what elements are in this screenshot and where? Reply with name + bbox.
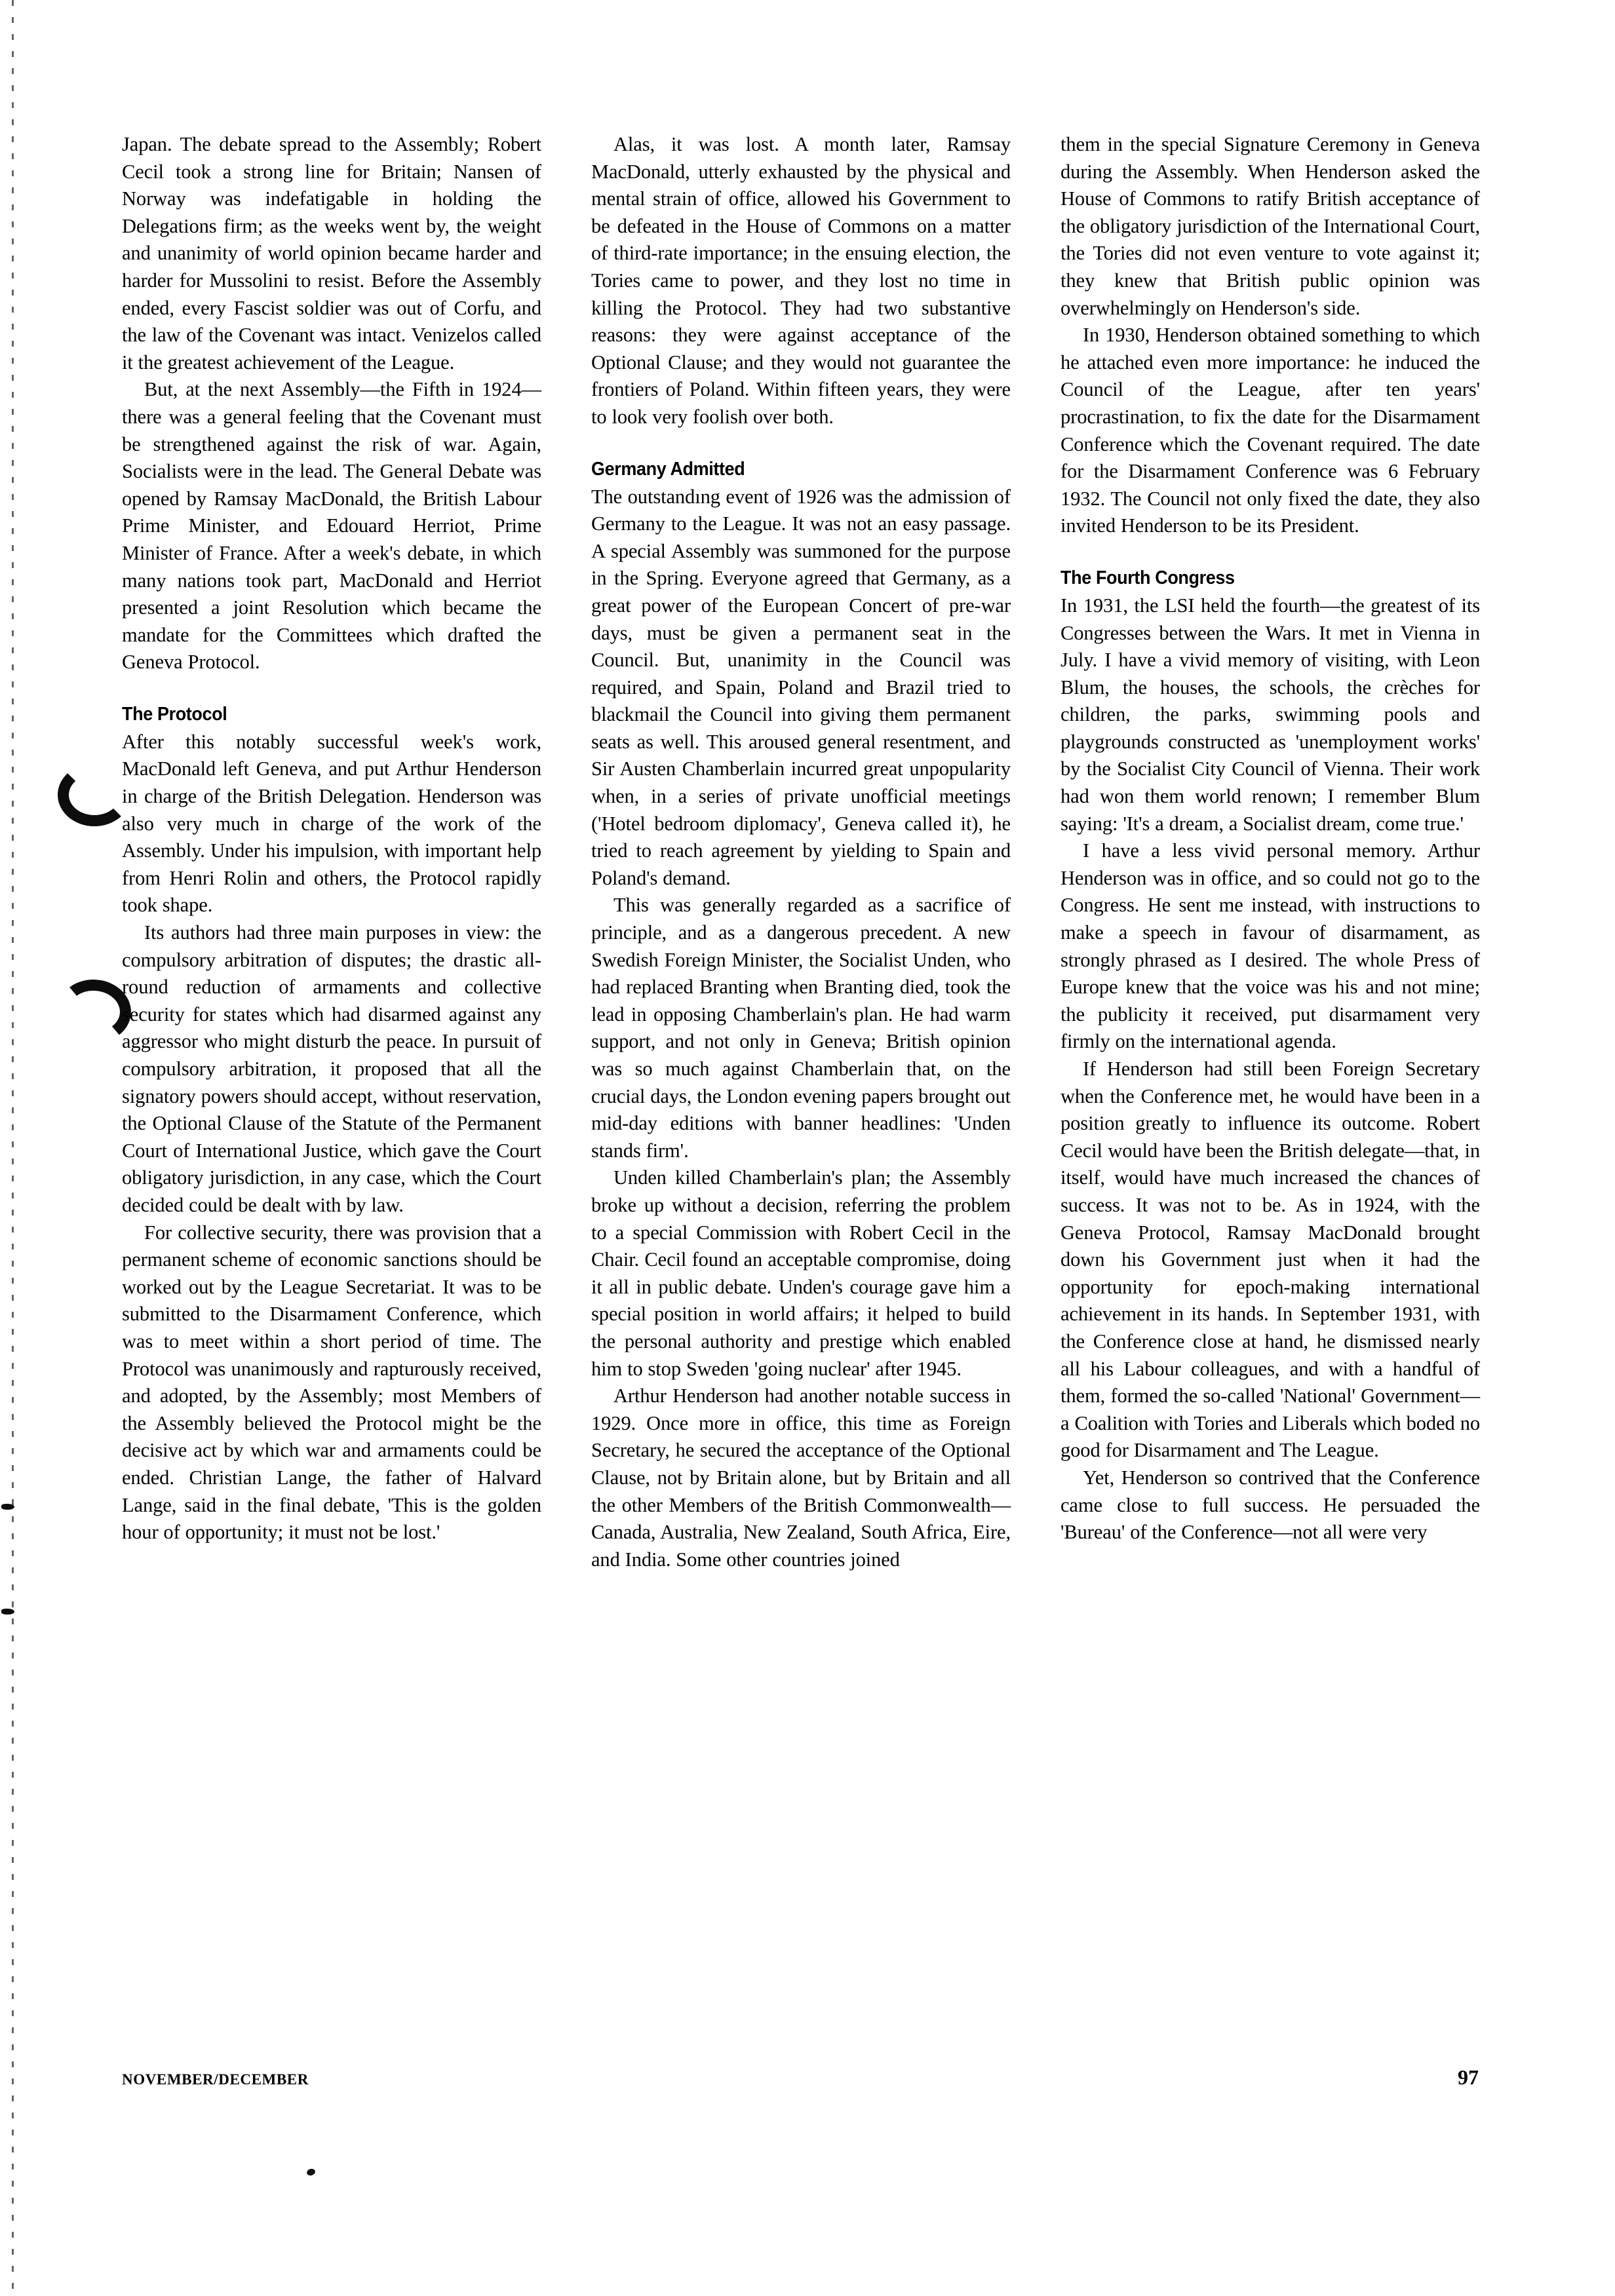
paragraph: them in the special Signature Ceremony in Geneva during the Assembly. When Henderson asked the House of Commons to ratify British acceptance of the obligatory jurisdiction of the International Court, the Tories did not even venture to vote against it; they knew that British public opinion was overwhelmingly on Henderson's side. bbox=[1060, 133, 1480, 319]
scan-speck-bottom bbox=[306, 2168, 316, 2177]
paragraph: I have a less vivid personal memory. Arthur Henderson was in office, and so could not go to the Congress. He sent me instead, with instructions to make a speech in favour of disarmament, as strongly phrased as I desired. The whole Press of Europe knew that the voice was his and not mine; the publicity it received, put disarmament very firmly on the international agenda. bbox=[1060, 839, 1480, 1053]
running-footer-issue: NOVEMBER/DECEMBER bbox=[122, 2071, 309, 2088]
article-body bbox=[122, 131, 1479, 1573]
paragraph: But, at the next Assembly—the Fifth in 1924—there was a general feeling that the Covenant must be strengthened against the risk of war. Again, Socialists were in the lead. The General Debate was opened by Ramsay MacDonald, the British Labour Prime Minister, and Edouard Herriot, Prime Minister of France. After a week's debate, in which many nations took part, MacDonald and Herriot presented a joint Resolution which became the mandate for the Committees which drafted the Geneva Protocol. bbox=[122, 378, 541, 674]
text-column-2 bbox=[591, 131, 1011, 1573]
paragraph: Japan. The debate spread to the Assembly; Robert Cecil took a strong line for Britain; Nansen of Norway was indefatigable in holding the Delegations firm; as the weeks went by, the weight and unanimity of world opinion became harder and harder for Mussolini to resist. Before the Assembly ended, every Fascist soldier was out of Corfu, and the law of the Covenant was intact. Venizelos called it the greatest achievement of the League. bbox=[122, 133, 541, 373]
scan-smudge-mark-left-upper bbox=[1, 1504, 14, 1510]
paragraph: If Henderson had still been Foreign Secretary when the Conference met, he would have been in a position greatly to influence its outcome. Robert Cecil would have been the British delegate—that, in itself, would have much increased the chances of success. It was not to be. As in 1924, with the Geneva Protocol, Ramsay MacDonald brought down his Government just when it had the opportunity for epoch-making international achievement in its hands. In September 1931, with the Conference close at hand, he dismissed nearly all his Labour colleagues, and with a handful of them, formed the so-called 'National' Government—a Coalition with Tories and Liberals which boded no good for Disarmament and The League. bbox=[1060, 1058, 1480, 1462]
page-number: 97 bbox=[1458, 2065, 1479, 2089]
text-column-3 bbox=[1060, 131, 1480, 1546]
paragraph: Yet, Henderson so contrived that the Conference came close to full success. He persuaded the 'Bureau' of the Conference—not all were very bbox=[1060, 1466, 1480, 1544]
section-heading-the-protocol: The Protocol bbox=[122, 703, 227, 725]
text-column-1 bbox=[122, 131, 541, 1546]
paragraph: After this notably successful week's work, MacDonald left Geneva, and put Arthur Henderson in charge of the British Delegation. Henderson was also very much in charge of the work of the Assembly. Under his impulsion, with important help from Henri Rolin and others, the Protocol rapidly took shape. bbox=[122, 730, 541, 917]
paragraph: In 1930, Henderson obtained something to which he attached even more importance: he induced the Council of the League, after ten years' procrastination, to fix the date for the Disarmament Conference which the Covenant required. The date for the Disarmament Conference was 6 February 1932. The Council not only fixed the date, they also invited Henderson to be its President. bbox=[1060, 324, 1480, 537]
page-footer bbox=[122, 2065, 1479, 2090]
paragraph: For collective security, there was provision that a permanent scheme of economic sanctions should be worked out by the League Secretariat. It was to be submitted to the Disarmament Conference, which was to meet within a short period of time. The Protocol was unanimously and rapturously received, and adopted, by the Assembly; most Members of the Assembly believed the Protocol might be the decisive act by which war and armaments could be ended. Christian Lange, the father of Halvard Lange, said in the final debate, 'This is the golden hour of opportunity; it must not be lost.' bbox=[122, 1221, 541, 1544]
scan-smudge-mark-left-lower bbox=[1, 1609, 14, 1615]
paragraph: Its authors had three main purposes in view: the compulsory arbitration of disputes; the drastic all-round reduction of armaments and collective security for states which had disarmed against any aggressor who might disturb the peace. In pursuit of compulsory arbitration, it proposed that all the signatory powers should accept, without reservation, the Optional Clause of the Statute of the Permanent Court of International Justice, which gave the Court obligatory jurisdiction, in any case, which the Court decided could be dealt with by law. bbox=[122, 921, 541, 1216]
paragraph: Alas, it was lost. A month later, Ramsay MacDonald, utterly exhausted by the physical and mental strain of office, allowed his Government to be defeated in the House of Commons on a matter of third-rate importance; in the ensuing election, the Tories came to power, and they lost no time in killing the Protocol. They had two substantive reasons: they were against acceptance of the Optional Clause; and they would not guarantee the frontiers of Poland. Within fifteen years, they were to look very foolish over both. bbox=[591, 133, 1011, 428]
paragraph: The outstandıng event of 1926 was the admission of Germany to the League. It was not an easy passage. A special Assembly was summoned for the purpose in the Spring. Everyone agreed that Germany, as a great power of the European Concert of pre-war days, must be given a permanent seat in the Council. But, unanimity in the Council was required, and Spain, Poland and Brazil tried to blackmail the Council into giving them permanent seats as well. This aroused general resentment, and Sir Austen Chamberlain incurred great unpopularity when, in a series of private unofficial meetings ('Hotel bedroom diplomacy', Geneva called it), he tried to reach agreement by yielding to Spain and Poland's demand. bbox=[591, 485, 1011, 889]
paragraph: In 1931, the LSI held the fourth—the greatest of its Congresses between the Wars. It met in Vienna in July. I have a vivid memory of visiting, with Leon Blum, the houses, the schools, the crèches for children, the parks, swimming pools and playgrounds constructed as 'unemployment works' by the Socialist City Council of Vienna. Their work had won them world renown; I remember Blum saying: 'It's a dream, a Socialist dream, come true.' bbox=[1060, 594, 1480, 835]
scan-edge-artifact bbox=[12, 0, 14, 2296]
paragraph: Unden killed Chamberlain's plan; the Assembly broke up without a decision, referring the problem to a special Commission with Robert Cecil in the Chair. Cecil found an acceptable compromise, doing it all in public debate. Unden's courage gave him a special position in world affairs; it helped to build the personal authority and prestige which enabled him to stop Sweden 'going nuclear' after 1945. bbox=[591, 1166, 1011, 1380]
section-heading-germany-admitted: Germany Admitted bbox=[591, 458, 745, 480]
section-heading-the-fourth-congress: The Fourth Congress bbox=[1060, 567, 1235, 588]
scan-smudge-crescent-upper bbox=[58, 763, 131, 826]
paragraph: This was generally regarded as a sacrifice of principle, and as a dangerous precedent. A new Swedish Foreign Minister, the Socialist Unden, who had replaced Branting when Branting died, took the lead in opposing Chamberlain's plan. He had warm support, and not only in Geneva; British opinion was so much against Chamberlain that, on the crucial days, the London evening papers brought out mid-day editions with banner headlines: 'Unden stands firm'. bbox=[591, 894, 1011, 1162]
paragraph: Arthur Henderson had another notable success in 1929. Once more in office, this time as Foreign Secretary, he secured the acceptance of the Optional Clause, not by Britain alone, but by Britain and all the other Members of the British Commonwealth—Canada, Australia, New Zealand, South Africa, Eire, and India. Some other countries joined bbox=[591, 1385, 1011, 1571]
